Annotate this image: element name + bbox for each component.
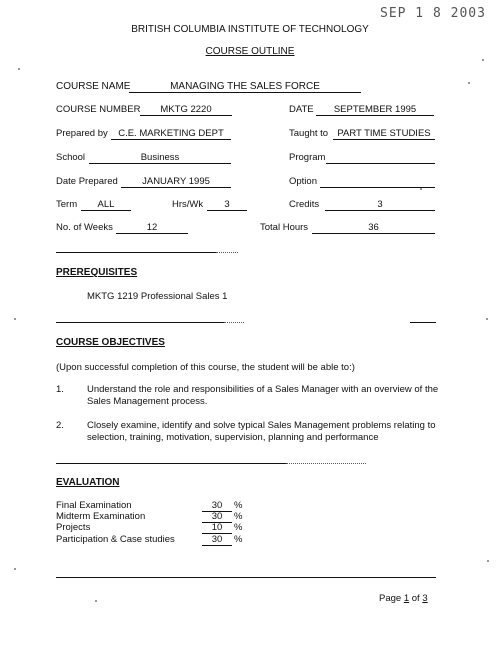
prerequisites-heading: PREREQUISITES — [56, 267, 138, 278]
evaluation-row — [56, 511, 145, 522]
objective-number: 2. — [56, 420, 64, 431]
objective-number: 1. — [56, 384, 64, 395]
divider-dots — [216, 252, 238, 253]
scan-speck — [18, 68, 20, 70]
course-number-value: MKTG 2220 — [140, 104, 232, 116]
page-total: 3 — [422, 593, 428, 604]
course-number-label: COURSE NUMBER — [56, 104, 141, 115]
option-value — [320, 176, 435, 188]
section-divider — [56, 252, 216, 253]
evaluation-value: 10 — [202, 522, 232, 534]
page-number: 1 — [403, 593, 410, 604]
prepared-by-value: C.E. MARKETING DEPT — [111, 128, 231, 140]
course-name-label: COURSE NAME — [56, 81, 131, 92]
scan-speck — [95, 600, 97, 602]
taught-to-label: Taught to — [289, 128, 329, 139]
evaluation-value: 30 — [202, 511, 232, 523]
scan-speck — [486, 318, 488, 320]
evaluation-unit: % — [234, 511, 243, 522]
evaluation-label: Projects — [56, 522, 91, 533]
scan-speck — [14, 318, 16, 320]
date-prepared-value: JANUARY 1995 — [121, 176, 231, 188]
scan-speck — [14, 568, 16, 570]
prerequisite-item: MKTG 1219 Professional Sales 1 — [87, 291, 228, 302]
total-hours-value: 36 — [312, 222, 435, 234]
footer-rule — [56, 577, 436, 578]
section-divider — [56, 463, 286, 464]
page-indicator — [379, 593, 428, 604]
scan-speck — [487, 560, 489, 562]
scan-speck — [468, 82, 470, 84]
section-divider — [56, 322, 224, 323]
evaluation-label: Final Examination — [56, 500, 132, 511]
section-divider-right — [410, 322, 436, 323]
hrs-wk-value: 3 — [207, 199, 247, 211]
institution-name: BRITISH COLUMBIA INSTITUTE OF TECHNOLOGY — [131, 24, 369, 35]
evaluation-unit: % — [234, 534, 243, 545]
term-label: Term — [56, 199, 78, 210]
credits-label: Credits — [289, 199, 320, 210]
date-label: DATE — [289, 104, 314, 115]
date-prepared-label: Date Prepared — [56, 176, 118, 187]
divider-dots — [224, 322, 244, 323]
evaluation-label: Participation & Case studies — [56, 534, 175, 545]
date-value: SEPTEMBER 1995 — [316, 104, 434, 116]
taught-to-value: PART TIME STUDIES — [333, 128, 435, 140]
term-value: ALL — [81, 199, 131, 211]
objectives-heading: COURSE OBJECTIVES — [56, 337, 165, 348]
prepared-by-label: Prepared by — [56, 128, 108, 139]
evaluation-unit: % — [234, 500, 243, 511]
weeks-value: 12 — [116, 222, 188, 234]
total-hours-label: Total Hours — [260, 222, 309, 233]
credits-value: 3 — [325, 199, 435, 211]
page-label: Page — [379, 593, 402, 604]
objective-text: Understand the role and responsibilities of a Sales Manager with an overview of the Sales Management process. — [87, 384, 439, 407]
weeks-label: No. of Weeks — [56, 222, 113, 233]
hrs-wk-label: Hrs/Wk — [172, 199, 204, 210]
scan-speck — [482, 59, 484, 61]
evaluation-value: 30 — [202, 534, 232, 546]
objectives-intro: (Upon successful completion of this course, the student will be able to:) — [56, 362, 355, 373]
received-date-stamp: SEP 1 8 2003 — [380, 6, 486, 21]
evaluation-row — [56, 500, 132, 511]
evaluation-value: 30 — [202, 500, 232, 512]
evaluation-row — [56, 522, 90, 533]
scan-speck — [420, 188, 422, 190]
divider-dots — [286, 463, 366, 464]
program-label: Program — [289, 152, 326, 163]
school-value: Business — [89, 152, 231, 164]
evaluation-label: Midterm Examination — [56, 511, 146, 522]
document-title: COURSE OUTLINE — [205, 46, 295, 57]
page-of-label: of — [411, 593, 420, 604]
objective-text: Closely examine, identify and solve typical Sales Management problems relating to selection, training, motivation, supervision, planning and performance — [87, 420, 436, 443]
program-value — [326, 152, 435, 164]
school-label: School — [56, 152, 86, 163]
evaluation-row — [56, 534, 175, 545]
option-label: Option — [289, 176, 317, 187]
course-name-value: MANAGING THE SALES FORCE — [129, 81, 361, 93]
evaluation-heading: EVALUATION — [56, 477, 120, 488]
evaluation-unit: % — [234, 522, 243, 533]
